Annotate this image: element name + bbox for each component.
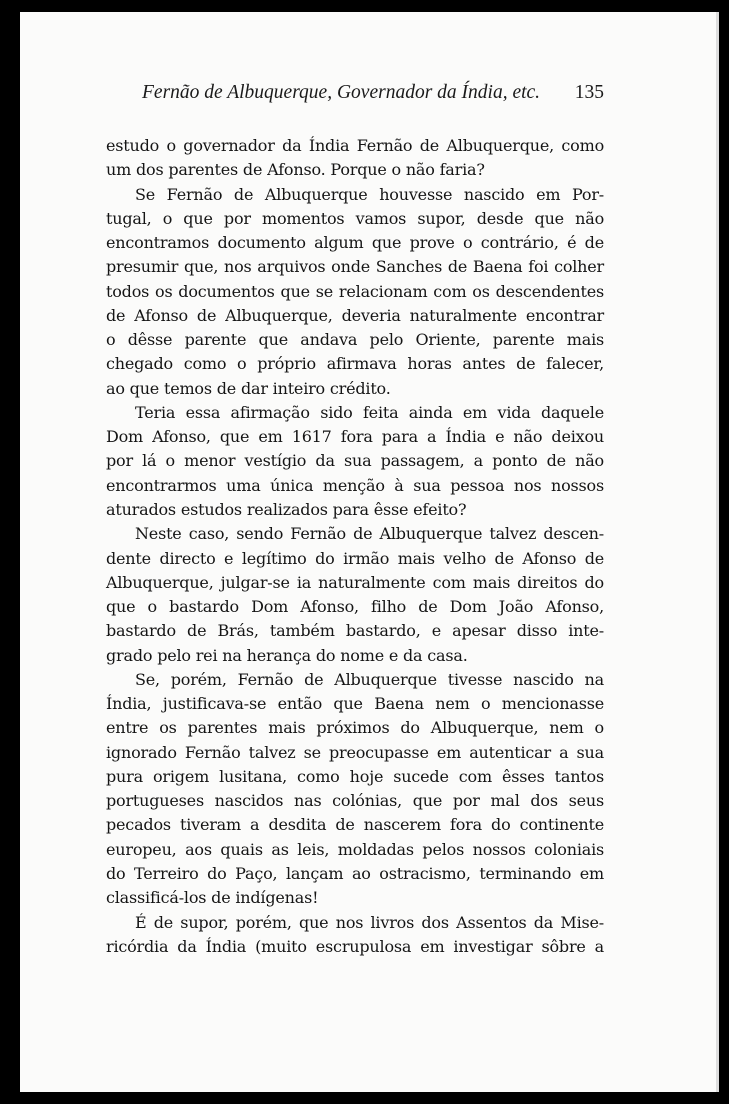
text-line: bastardo de Brás, também bastardo, e apesar disso inte- — [106, 621, 604, 641]
book-page — [20, 12, 719, 1092]
text-line: encontrarmos uma única menção à sua pessoa nos nossos — [106, 475, 604, 495]
text-line: grado pelo rei na herança do nome e da casa. — [106, 645, 468, 665]
text-line: Teria essa afirmação sido feita ainda em vida daquele — [135, 402, 604, 422]
text-line: Albuquerque, julgar-se ia naturalmente com mais direitos do — [106, 572, 604, 592]
text-line: encontramos documento algum que prove o contrário, é de — [106, 233, 604, 253]
text-line: o dêsse parente que andava pelo Oriente, parente mais — [106, 330, 604, 350]
text-line: um dos parentes de Afonso. Porque o não faria? — [106, 160, 485, 180]
text-line: portugueses nascidos nas colónias, que por mal dos seus — [106, 791, 604, 811]
text-line: todos os documentos que se relacionam com os descendentes — [106, 281, 604, 301]
text-line: por lá o menor vestígio da sua passagem, a ponto de não — [106, 451, 604, 471]
text-line: Se Fernão de Albuquerque houvesse nascido em Por- — [135, 184, 604, 204]
text-line: Neste caso, sendo Fernão de Albuquerque talvez descen- — [135, 524, 604, 544]
text-line: É de supor, porém, que nos livros dos Assentos da Mise- — [135, 912, 604, 932]
text-line: que o bastardo Dom Afonso, filho de Dom João Afonso, — [106, 597, 604, 617]
running-header — [142, 82, 604, 112]
text-line: presumir que, nos arquivos onde Sanches de Baena foi colher — [106, 257, 604, 277]
text-line: europeu, aos quais as leis, moldadas pelos nossos coloniais — [106, 839, 604, 859]
text-line: tugal, o que por momentos vamos supor, desde que não — [106, 208, 604, 228]
text-line: ao que temos de dar inteiro crédito. — [106, 378, 391, 398]
text-line: dente directo e legítimo do irmão mais velho de Afonso de — [106, 548, 604, 568]
text-line: pecados tiveram a desdita de nascerem fora do continente — [106, 815, 604, 835]
text-line: do Terreiro do Paço, lançam ao ostracismo, terminando em — [106, 863, 604, 883]
running-title: Fernão de Albuquerque, Governador da Índia, etc. — [142, 82, 541, 103]
text-line: ricórdia da Índia (muito escrupulosa em investigar sôbre a — [106, 936, 604, 956]
page-number: 135 — [574, 82, 604, 103]
text-line: Dom Afonso, que em 1617 fora para a Índia e não deixou — [106, 427, 604, 447]
text-line: Índia, justificava-se então que Baena nem o mencionasse — [106, 694, 604, 714]
text-line: chegado como o próprio afirmava horas antes de falecer, — [106, 354, 604, 374]
text-line: classificá-los de indígenas! — [106, 888, 319, 908]
body-text — [106, 134, 604, 959]
text-line: de Afonso de Albuquerque, deveria naturalmente encontrar — [106, 305, 604, 325]
text-line: Se, porém, Fernão de Albuquerque tivesse nascido na — [135, 669, 604, 689]
text-line: pura origem lusitana, como hoje sucede com êsses tantos — [106, 766, 604, 786]
text-line: entre os parentes mais próximos do Albuquerque, nem o — [106, 718, 604, 738]
text-line: estudo o governador da Índia Fernão de Albuquerque, como — [106, 136, 604, 155]
text-line: ignorado Fernão talvez se preocupasse em autenticar a sua — [106, 742, 604, 762]
text-line: aturados estudos realizados para êsse efeito? — [106, 499, 467, 519]
